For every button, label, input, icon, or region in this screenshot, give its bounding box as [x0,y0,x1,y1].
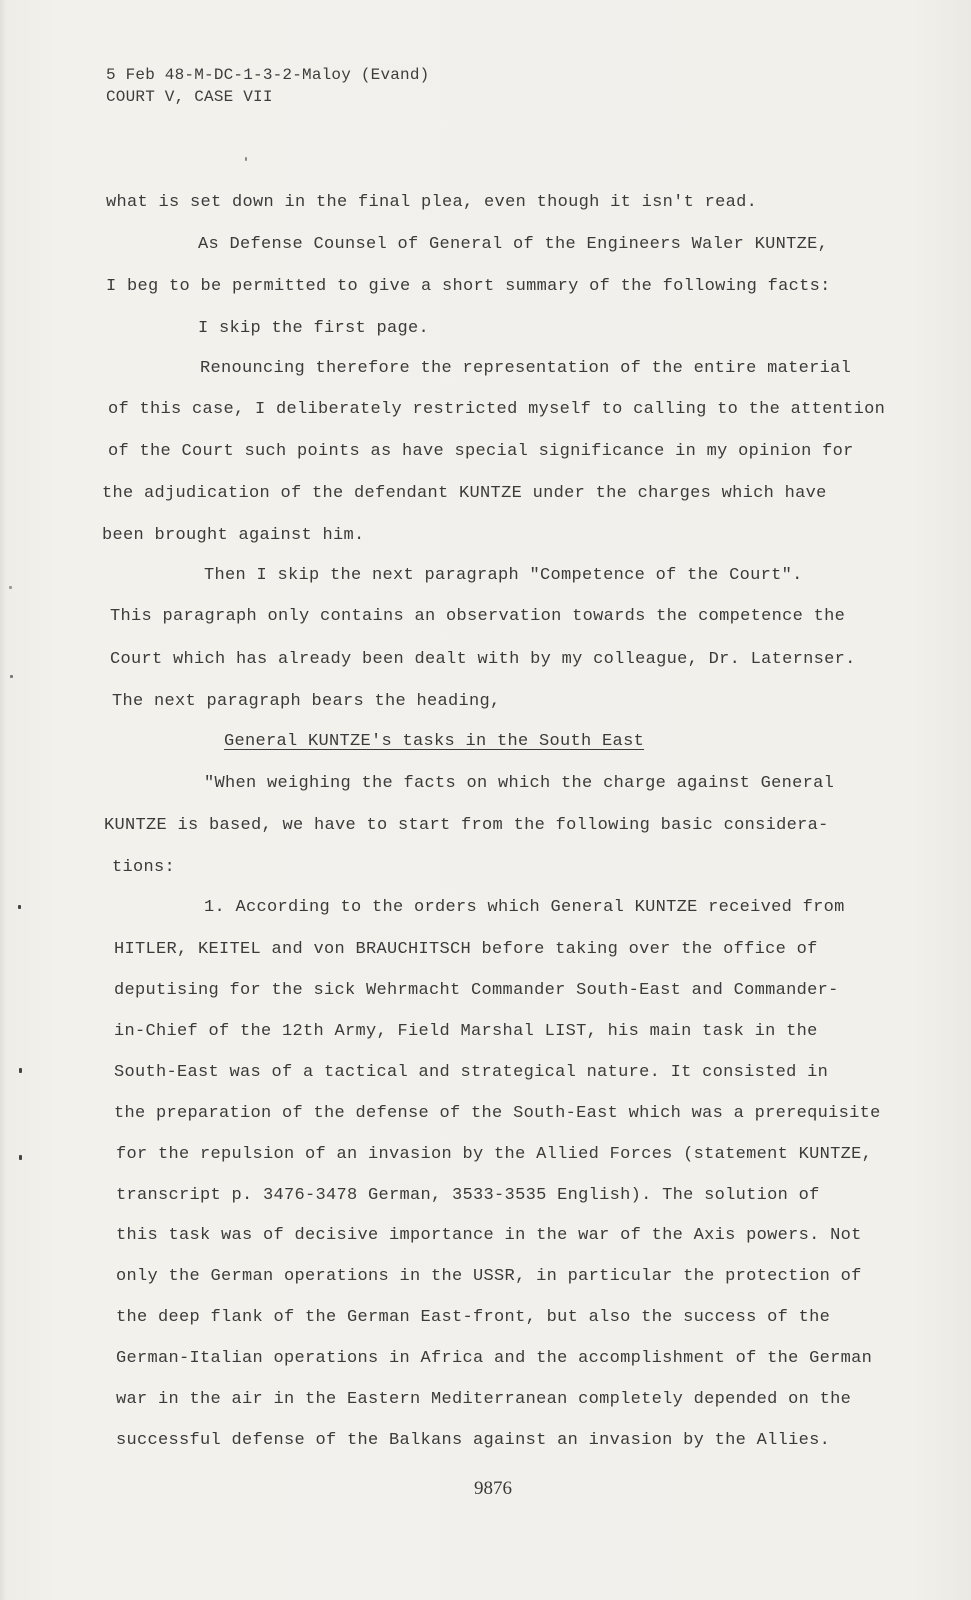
body-line: been brought against him. [102,526,365,545]
body-line: This paragraph only contains an observation towards the competence the [110,607,846,626]
body-line: 1. According to the orders which General KUNTZE received from [204,898,845,917]
page-number: 9876 [474,1478,512,1499]
scan-speck [19,1068,22,1073]
body-line: deputising for the sick Wehrmacht Commander South-East and Commander- [114,981,839,1000]
body-line: KUNTZE is based, we have to start from the following basic considera- [104,816,829,835]
body-line: this task was of decisive importance in the war of the Axis powers. Not [116,1226,862,1245]
body-line: only the German operations in the USSR, in particular the protection of [116,1267,862,1286]
body-line: "When weighing the facts on which the charge against General [204,774,835,793]
body-line: transcript p. 3476-3478 German, 3533-3535 English). The solution of [116,1186,820,1205]
header-line-1: 5 Feb 48-M-DC-1-3-2-Maloy (Evand) [106,66,430,84]
scan-speck [18,905,21,909]
body-line: Court which has already been dealt with by my colleague, Dr. Laternser. [110,650,856,669]
body-line: South-East was of a tactical and strategical nature. It consisted in [114,1063,829,1082]
body-line: tions: [112,858,176,877]
body-line: what is set down in the final plea, even though it isn't read. [106,193,758,212]
body-line: German-Italian operations in Africa and the accomplishment of the German [116,1349,873,1368]
body-line: The next paragraph bears the heading, [112,692,501,711]
body-line: for the repulsion of an invasion by the Allied Forces (statement KUNTZE, [116,1145,873,1164]
body-line: successful defense of the Balkans against an invasion by the Allies. [116,1431,831,1450]
scan-speck [10,675,13,678]
section-heading: General KUNTZE's tasks in the South East [224,732,645,751]
body-line: in-Chief of the 12th Army, Field Marshal LIST, his main task in the [114,1022,818,1041]
body-line: the deep flank of the German East-front, but also the success of the [116,1308,831,1327]
body-line: I skip the first page. [198,319,430,338]
scan-speck [19,1155,22,1160]
scan-speck [9,586,12,589]
body-line: of this case, I deliberately restricted myself to calling to the attention [108,400,886,419]
body-line: HITLER, KEITEL and von BRAUCHITSCH before taking over the office of [114,940,818,959]
header-line-2: COURT V, CASE VII [106,88,273,106]
scan-speck [245,157,247,161]
page-edge-shadow [0,0,6,1600]
body-line: As Defense Counsel of General of the Engineers Waler KUNTZE, [198,235,829,254]
body-line: Then I skip the next paragraph "Competence of the Court". [204,566,803,585]
body-line: war in the air in the Eastern Mediterranean completely depended on the [116,1390,852,1409]
body-line: the preparation of the defense of the South-East which was a prerequisite [114,1104,881,1123]
body-line: I beg to be permitted to give a short summary of the following facts: [106,277,831,296]
body-line: the adjudication of the defendant KUNTZE under the charges which have [102,484,827,503]
body-line: Renouncing therefore the representation of the entire material [200,359,852,378]
body-line: of the Court such points as have special significance in my opinion for [108,442,854,461]
